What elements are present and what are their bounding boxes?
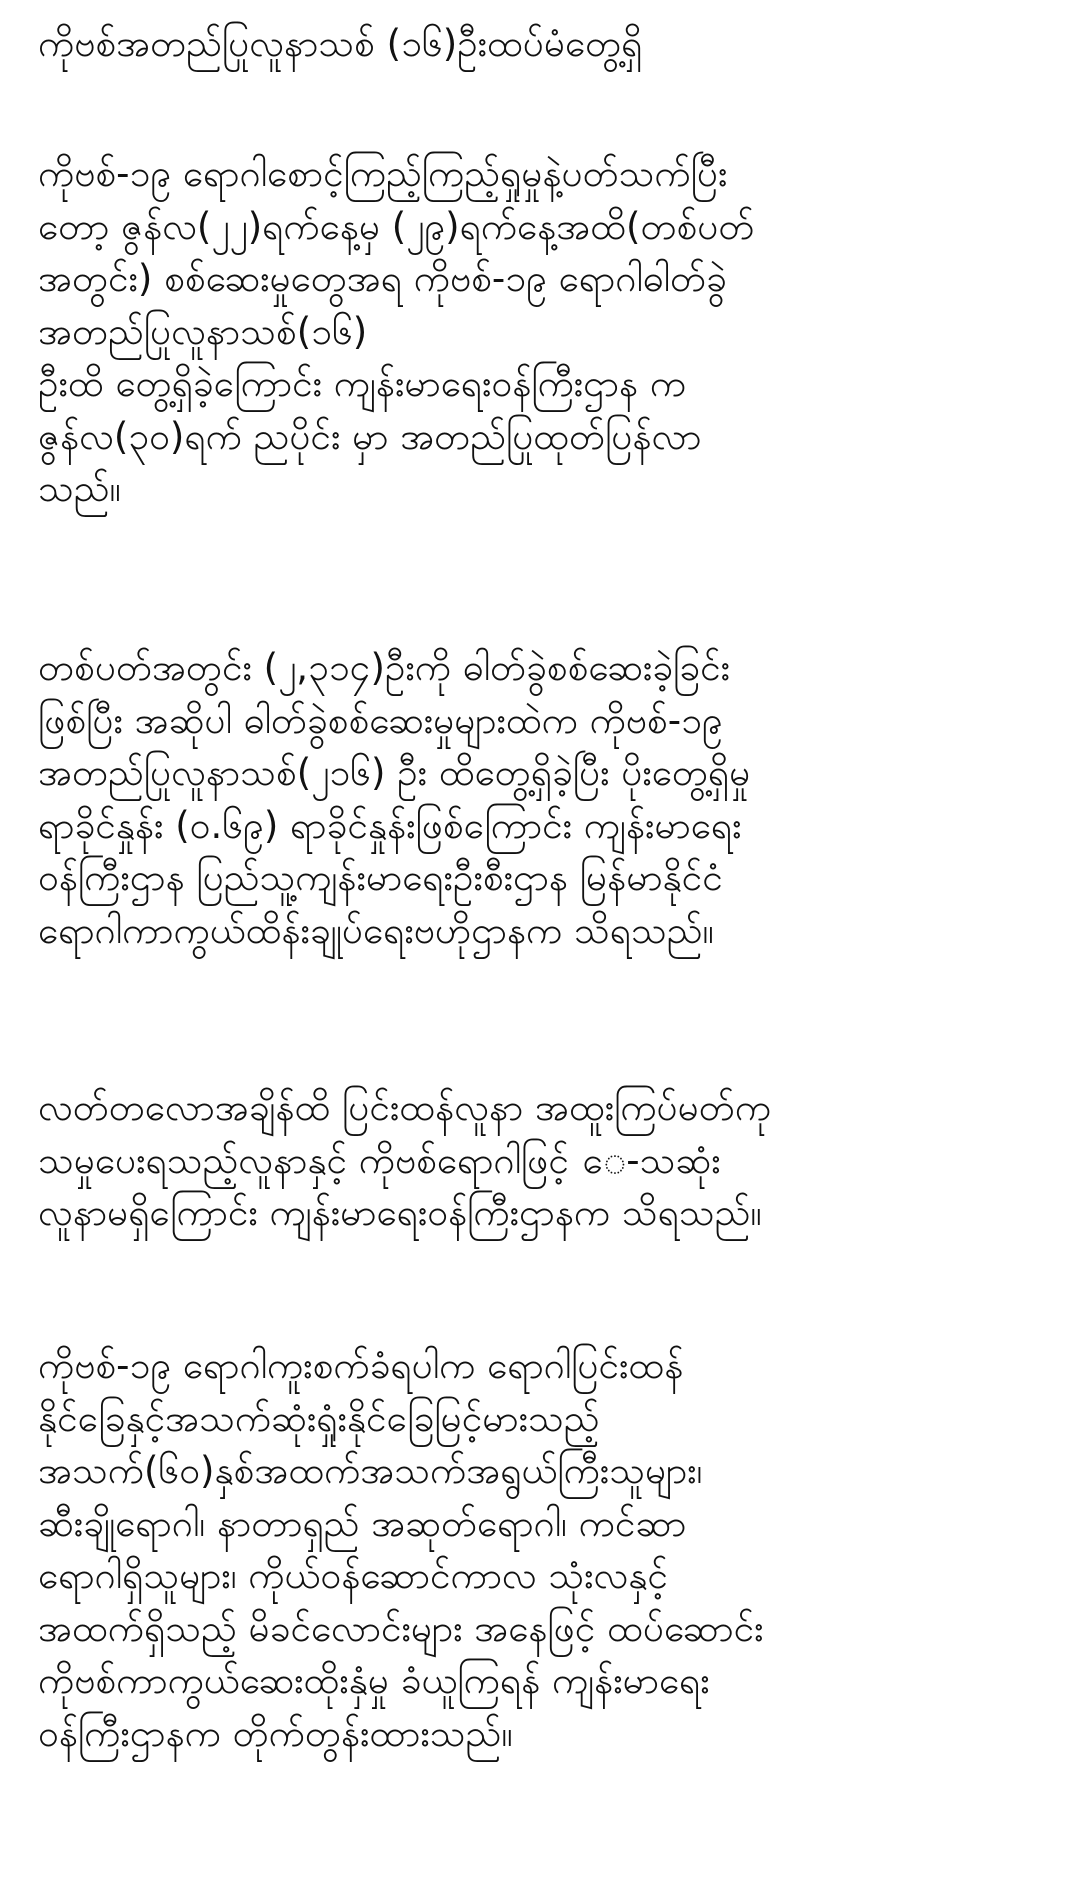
paragraph-line: တော့ ဇွန်လ(၂၂)ရက်နေ့မှ (၂၉)ရက်နေ့အထိ(တစ်ပတ် (38, 204, 755, 248)
paragraph-line: နိုင်ခြေနှင့်အသက်ဆုံးရှုံးနိုင်ခြေမြင့်မားသည့် (38, 1396, 600, 1440)
paragraph-4 (38, 1340, 764, 1760)
paragraph-line: ကိုဗစ်-၁၉ ရောဂါကူးစက်ခံရပါက ရောဂါပြင်းထန် (38, 1344, 684, 1387)
paragraph-line: အတွင်း) စစ်ဆေးမှုတွေအရ ကိုဗစ်-၁၉ ရောဂါဓါတ်ခွဲ (38, 257, 727, 300)
paragraph-line: ဦးထိ တွေ့ရှိခဲ့ကြောင်း ကျန်းမာရေးဝန်ကြီးဌာန က (38, 362, 687, 405)
paragraph-line: ကိုဗစ်ကာကွယ်ဆေးထိုးနှံမှု ခံယူကြရန် ကျန်းမာရေး (38, 1659, 710, 1702)
paragraph-line: အတည်ပြုလူနာသစ်(၂၁၆) ဦး ထိတွေ့ရှိခဲ့ပြီး ပိုးတွေ့ရှိမှု (38, 751, 751, 794)
paragraph-line: သမှုပေးရသည့်လူနာနှင့် ကိုဗစ်ရောဂါဖြင့် ေ-သဆုံး (38, 1138, 721, 1182)
paragraph-line: တစ်ပတ်အတွင်း (၂,၃၁၄)ဦးကို ဓါတ်ခွဲစစ်ဆေးခဲ့ခြင်း (38, 646, 730, 689)
paragraph-line: ရာခိုင်နှုန်း (၀.၆၉) ရာခိုင်နှုန်းဖြစ်ကြောင်း ကျန်းမာရေး (38, 803, 742, 847)
paragraph-2 (38, 642, 750, 957)
paragraph-3 (38, 1082, 771, 1240)
paragraph-line: လတ်တလောအချိန်ထိ ပြင်းထန်လူနာ အထူးကြပ်မတ်ကု (38, 1086, 772, 1129)
paragraph-line: သည်။ (38, 467, 121, 510)
paragraph-line: အတည်ပြုလူနာသစ်(၁၆) (38, 309, 368, 353)
paragraph-line: ဝန်ကြီးဌာန ပြည်သူ့ကျန်းမာရေးဦးစီးဌာန မြန်မာနိုင်ငံ (38, 856, 723, 899)
article-heading: ကိုဗစ်အတည်ပြုလူနာသစ် (၁၆)ဦးထပ်မံတွေ့ရှိ (38, 22, 643, 65)
paragraph-line: ဆီးချိုရောဂါ၊ နာတာရှည် အဆုတ်ရောဂါ၊ ကင်ဆာ (38, 1501, 687, 1545)
paragraph-line: ဖြစ်ပြီး အဆိုပါ ဓါတ်ခွဲစစ်ဆေးမှုများထဲက ကိုဗစ်-၁၉ (38, 698, 723, 742)
paragraph-line: ကိုဗစ်-၁၉ ရောဂါစောင့်ကြည့်ကြည့်ရှုမှုနဲ့ပတ်သက်ပြီး (38, 152, 728, 195)
paragraph-line: အသက်(၆၀)နှစ်အထက်အသက်အရွယ်ကြီးသူများ၊ (38, 1449, 703, 1492)
paragraph-line: ဝန်ကြီးဌာနက တိုက်တွန်းထားသည်။ (38, 1711, 513, 1755)
paragraph-1 (38, 148, 754, 516)
paragraph-line: ရောဂါရှိသူများ၊ ကိုယ်ဝန်ဆောင်ကာလ သုံးလနှင့် (38, 1554, 668, 1597)
paragraph-line: ရောဂါကာကွယ်ထိန်းချုပ်ရေးဗဟိုဌာနက သိရသည်။ (38, 908, 714, 952)
paragraph-line: အထက်ရှိသည့် မိခင်လောင်းများ အနေဖြင့် ထပ်ဆောင်း (38, 1606, 764, 1650)
paragraph-line: လူနာမရှိကြောင်း ကျန်းမာရေးဝန်ကြီးဌာနက သိရသည်။ (38, 1191, 762, 1234)
paragraph-line: ဇွန်လ(၃၀)ရက် ညပိုင်း မှာ အတည်ပြုထုတ်ပြန်လာ (38, 414, 702, 458)
